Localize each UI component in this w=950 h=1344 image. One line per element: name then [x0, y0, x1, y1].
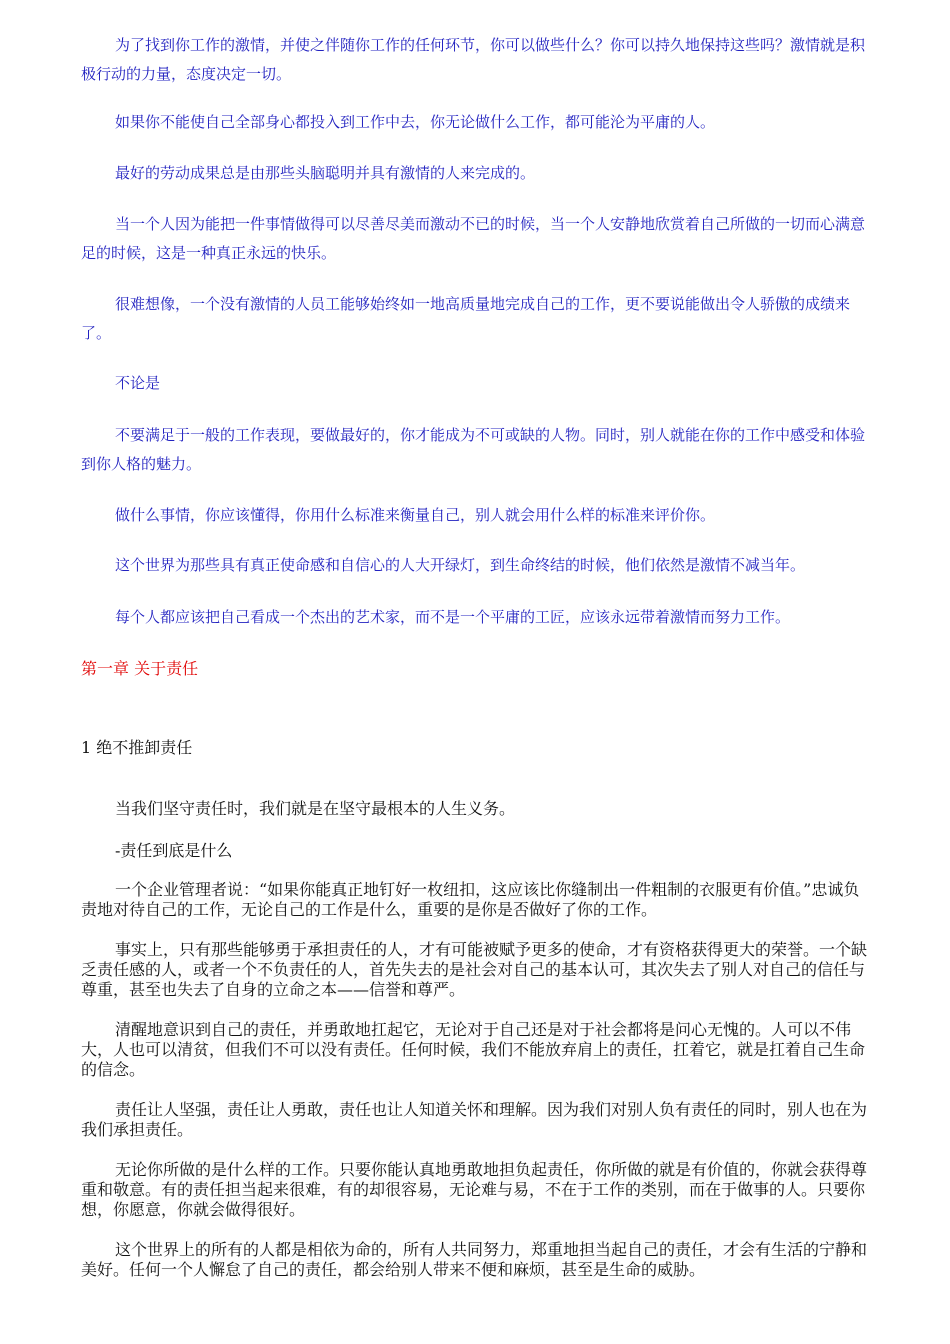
intro-paragraph: 这个世界为那些具有真正使命感和自信心的人大开绿灯，到生命终结的时候，他们依然是激情不减当年。 [115, 556, 806, 574]
intro-paragraph: 为了找到你工作的激情，并使之伴随你工作的任何环节，你可以做些什么？你可以持久地保持这些吗？激情就是积极行动的力量，态度决定一切。 [81, 36, 866, 83]
intro-paragraph: 很难想像，一个没有激情的人员工能够始终如一地高质量地完成自己的工作，更不要说能做出令人骄傲的成绩来了。 [81, 295, 851, 342]
intro-paragraph: 如果你不能使自己全部身心都投入到工作中去，你无论做什么工作，都可能沦为平庸的人。 [115, 113, 716, 131]
body-paragraph: 事实上，只有那些能够勇于承担责任的人，才有可能被赋予更多的使命，才有资格获得更大的荣誉。一个缺乏责任感的人，或者一个不负责任的人，首先失去的是社会对自己的基本认可，其次失去了别人对自己的信任与尊重，甚至也失去了自身的立命之本——信誉和尊严。 [81, 940, 868, 999]
body-paragraph: 无论你所做的是什么样的工作。只要你能认真地勇敢地担负起责任，你所做的就是有价值的，你就会获得尊重和敬意。有的责任担当起来很难，有的却很容易，无论难与易，不在于工作的类别，而在于做事的人。只要你想，你愿意，你就会做得很好。 [81, 1160, 868, 1219]
intro-paragraph: 最好的劳动成果总是由那些头脑聪明并具有激情的人来完成的。 [115, 164, 536, 182]
body-paragraph: 当我们坚守责任时，我们就是在坚守最根本的人生义务。 [115, 799, 516, 818]
chapter-title: 第一章 关于责任 [81, 659, 199, 678]
body-paragraph: 责任让人坚强，责任让人勇敢，责任也让人知道关怀和理解。因为我们对别人负有责任的同时，别人也在为我们承担责任。 [81, 1100, 868, 1139]
intro-paragraph: 不要满足于一般的工作表现，要做最好的，你才能成为不可或缺的人物。同时，别人就能在你的工作中感受和体验到你人格的魅力。 [81, 426, 866, 473]
body-paragraph: 一个企业管理者说：“如果你能真正地钉好一枚纽扣，这应该比你缝制出一件粗制的衣服更有价值。”忠诚负责地对待自己的工作，无论自己的工作是什么，重要的是你是否做好了你的工作。 [81, 880, 860, 919]
body-paragraph: 这个世界上的所有的人都是相依为命的，所有人共同努力，郑重地担当起自己的责任，才会有生活的宁静和美好。任何一个人懈怠了自己的责任，都会给别人带来不便和麻烦，甚至是生命的威胁。 [81, 1240, 868, 1279]
intro-paragraph: 做什么事情，你应该懂得，你用什么标准来衡量自己，别人就会用什么样的标准来评价你。 [115, 506, 716, 524]
intro-paragraph: 每个人都应该把自己看成一个杰出的艺术家，而不是一个平庸的工匠，应该永远带着激情而努力工作。 [115, 608, 791, 626]
body-paragraph: 清醒地意识到自己的责任，并勇敢地扛起它，无论对于自己还是对于社会都将是问心无愧的。人可以不伟大，人也可以清贫，但我们不可以没有责任。任何时候，我们不能放弃肩上的责任，扛着它，就是扛着自己生命的信念。 [81, 1020, 866, 1079]
intro-paragraph: 不论是 [115, 374, 161, 392]
intro-paragraph: 当一个人因为能把一件事情做得可以尽善尽美而激动不已的时候，当一个人安静地欣赏着自己所做的一切而心满意足的时候，这是一种真正永远的快乐。 [81, 215, 866, 262]
section-title: 1 绝不推卸责任 [81, 738, 193, 757]
body-paragraph: -责任到底是什么 [115, 841, 233, 860]
